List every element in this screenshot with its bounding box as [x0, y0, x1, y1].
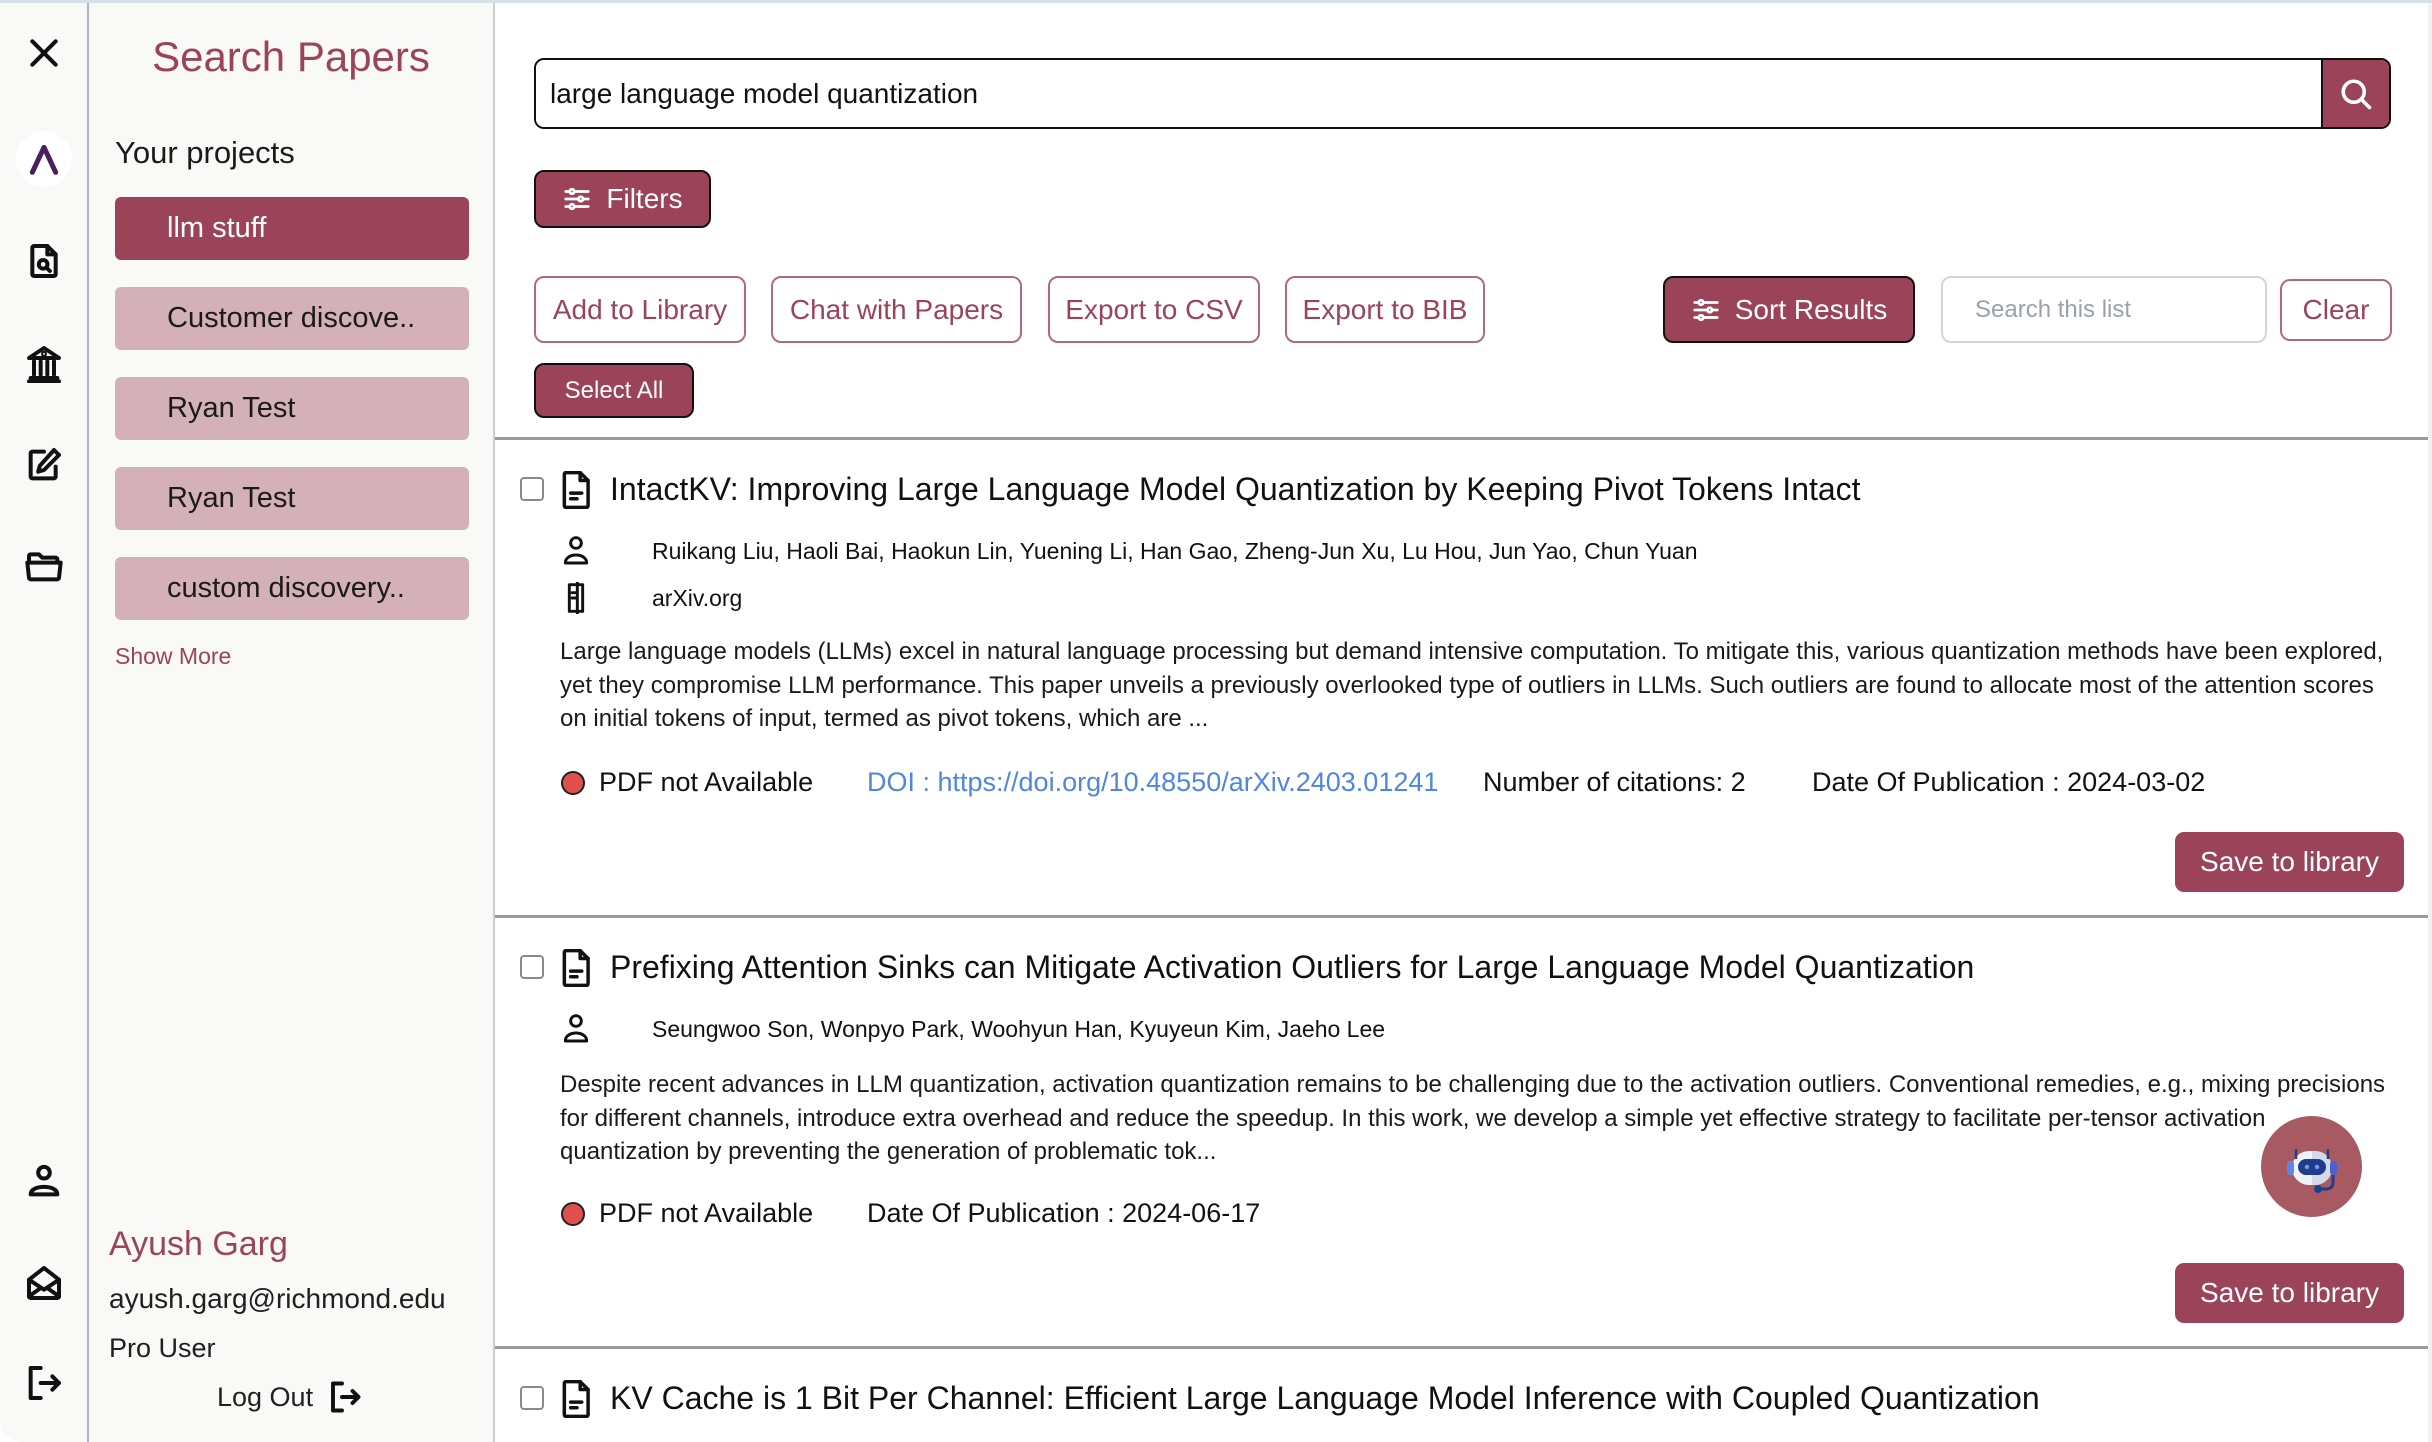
logout-icon	[327, 1379, 363, 1415]
author-icon	[561, 535, 591, 567]
icon-rail	[0, 3, 89, 1442]
edit-icon[interactable]	[22, 443, 66, 487]
result-abstract: Large language models (LLMs) excel in natural language processing but demand intensive computation. To mitigate this, various quantization methods have been explored, yet they compromise LLM performance. This paper unveils a previously overlooked type of outliers in LLMs. Such outliers are found to allocate most of the attention scores on initial tokens of input, termed as pivot tokens, which are ...	[560, 638, 2384, 732]
export-bib-button[interactable]: Export to BIB	[1285, 276, 1485, 343]
sort-results-button[interactable]	[1663, 276, 1915, 343]
result-title[interactable]: Prefixing Attention Sinks can Mitigate Activation Outliers for Large Language Model Quantization	[610, 949, 1975, 985]
sidebar	[89, 3, 495, 1442]
search-document-icon[interactable]	[22, 239, 66, 283]
project-item-ryan-test-2[interactable]: Ryan Test	[115, 467, 469, 530]
citation-count: Number of citations: 2	[1483, 767, 1746, 797]
search-list-input[interactable]	[1941, 276, 2267, 343]
user-tier: Pro User	[109, 1333, 216, 1363]
robot-assistant-icon	[2278, 1133, 2346, 1201]
show-more-link[interactable]: Show More	[115, 643, 232, 669]
filters-label: Filters	[606, 183, 683, 214]
sidebar-title: Search Papers	[152, 33, 430, 80]
result-checkbox[interactable]	[520, 477, 544, 501]
document-icon	[561, 471, 593, 509]
search-input[interactable]	[536, 60, 2321, 127]
projects-heading: Your projects	[115, 135, 295, 170]
main-content	[495, 3, 2432, 1442]
save-to-library-button[interactable]: Save to library	[2175, 832, 2404, 892]
scrollbar[interactable]	[2428, 3, 2432, 1442]
logout-button[interactable]	[217, 1379, 363, 1415]
document-icon	[561, 1380, 593, 1418]
publication-date: Date Of Publication : 2024-03-02	[1812, 767, 2206, 797]
result-abstract: Despite recent advances in LLM quantization, activation quantization remains to be challenging due to the activation outliers. Conventional remedies, e.g., mixing precisions for different channels, introduce extra overhead and reduce the speedup. In this work, we develop a simple yet effective strategy to facilitate per-tensor activation quantization by preventing the generation of problematic tok...	[560, 1071, 2386, 1165]
result-title[interactable]: KV Cache is 1 Bit Per Channel: Efficient Large Language Model Inference with Coupled Quantization	[610, 1380, 2040, 1416]
search-bar	[534, 58, 2391, 129]
pdf-status: PDF not Available	[599, 1198, 814, 1228]
logo-icon[interactable]	[16, 131, 72, 187]
chat-with-papers-button[interactable]: Chat with Papers	[771, 276, 1022, 343]
pdf-unavailable-icon	[561, 1202, 585, 1226]
add-to-library-button[interactable]: Add to Library	[534, 276, 746, 343]
journal-icon	[561, 582, 591, 614]
pdf-unavailable-icon	[561, 771, 585, 795]
logout-label: Log Out	[217, 1381, 314, 1412]
document-icon	[561, 949, 593, 987]
result-checkbox[interactable]	[520, 955, 544, 979]
folder-icon[interactable]	[22, 544, 66, 588]
doi-link[interactable]: DOI : https://doi.org/10.48550/arXiv.2403.01241	[867, 767, 1439, 797]
search-button[interactable]	[2321, 60, 2389, 127]
user-name: Ayush Garg	[109, 1225, 288, 1263]
user-email: ayush.garg@richmond.edu	[109, 1283, 446, 1314]
result-title[interactable]: IntactKV: Improving Large Language Model Quantization by Keeping Pivot Tokens Intact	[610, 471, 1861, 507]
export-csv-button[interactable]: Export to CSV	[1048, 276, 1260, 343]
result-authors: Seungwoo Son, Wonpyo Park, Woohyun Han, Kyuyeun Kim, Jaeho Lee	[652, 1016, 1386, 1042]
result-checkbox[interactable]	[520, 1386, 544, 1410]
library-icon[interactable]	[22, 341, 66, 385]
clear-button[interactable]: Clear	[2280, 279, 2392, 341]
select-all-button[interactable]: Select All	[534, 363, 694, 418]
result-item	[495, 440, 2432, 916]
result-authors: Ruikang Liu, Haoli Bai, Haokun Lin, Yuening Li, Han Gao, Zheng-Jun Xu, Lu Hou, Jun Yao, Chun Yuan	[652, 538, 1698, 564]
author-icon	[561, 1013, 591, 1045]
save-to-library-button[interactable]: Save to library	[2175, 1263, 2404, 1323]
result-item	[495, 1349, 2432, 1442]
mail-icon[interactable]	[22, 1261, 66, 1305]
publication-date: Date Of Publication : 2024-06-17	[867, 1198, 1261, 1228]
search-icon	[2338, 76, 2374, 112]
logout-icon[interactable]	[22, 1361, 66, 1405]
project-item-ryan-test[interactable]: Ryan Test	[115, 377, 469, 440]
profile-icon[interactable]	[22, 1159, 66, 1203]
pdf-status: PDF not Available	[599, 767, 814, 797]
sort-results-label: Sort Results	[1734, 293, 1888, 325]
chatbot-button[interactable]	[2261, 1116, 2362, 1217]
result-venue: arXiv.org	[652, 585, 743, 611]
project-item-llm-stuff[interactable]: llm stuff	[115, 197, 469, 260]
project-item-customer-discovery[interactable]: Customer discove..	[115, 287, 469, 350]
result-item	[495, 918, 2432, 1346]
sliders-icon	[1691, 295, 1721, 325]
close-icon[interactable]	[22, 31, 66, 75]
project-item-custom-discovery[interactable]: custom discovery..	[115, 557, 469, 620]
sliders-icon	[562, 184, 592, 214]
filters-button[interactable]	[534, 170, 711, 228]
